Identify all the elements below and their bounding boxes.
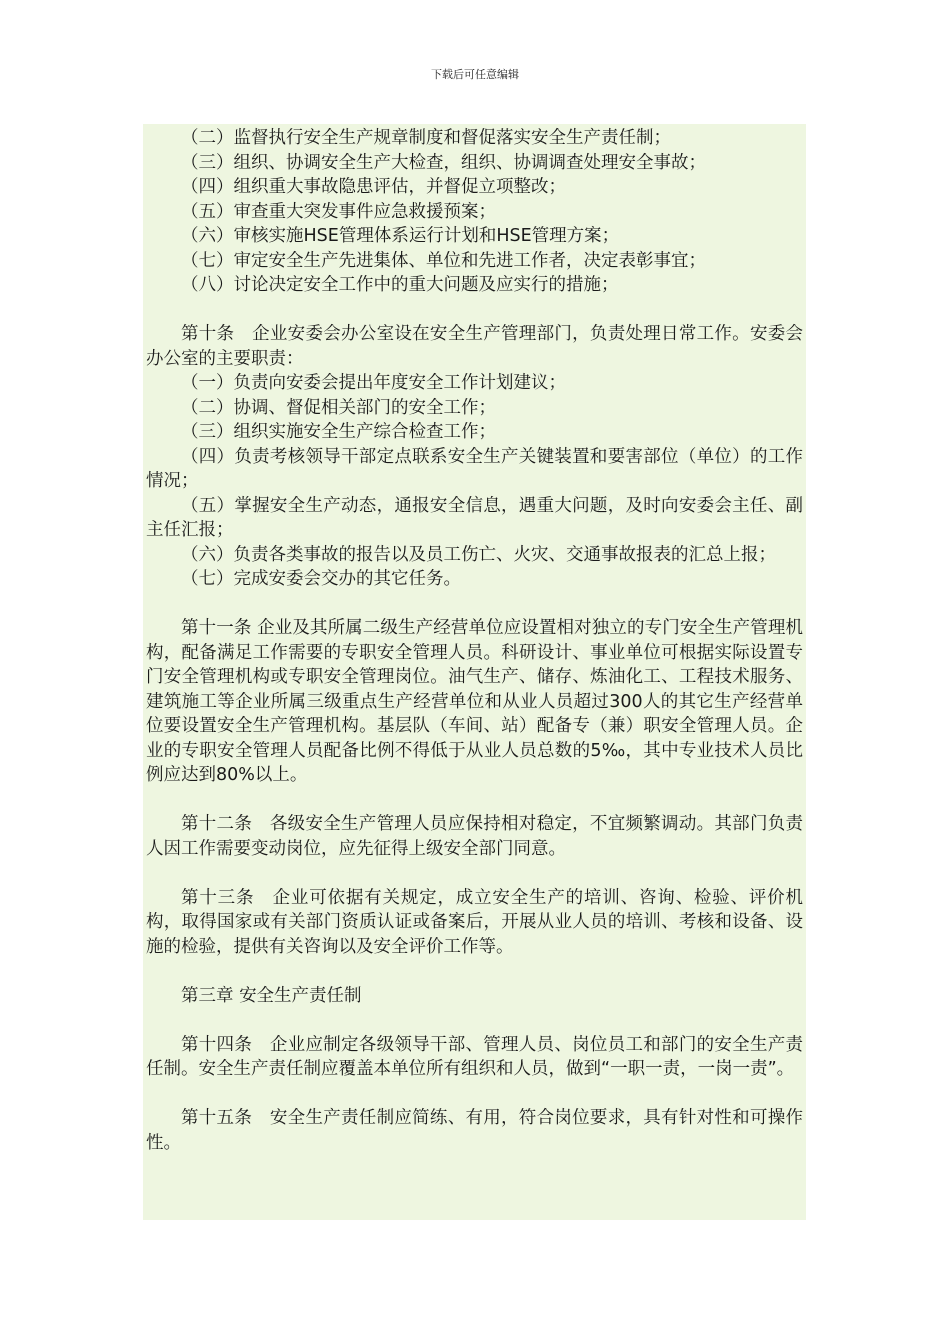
article-15: 第十五条 安全生产责任制应简练、有用，符合岗位要求，具有针对性和可操作性。 <box>146 1108 803 1153</box>
article-14: 第十四条 企业应制定各级领导干部、管理人员、岗位员工和部门的安全生产责任制。安全生产责任制应覆盖本单位所有组织和人员，做到“一职一责，一岗一责”。 <box>146 1034 803 1079</box>
document-body <box>143 124 806 1220</box>
list-item: （二）监督执行安全生产规章制度和督促落实安全生产责任制； <box>181 128 671 148</box>
list-item: （七）审定安全生产先进集体、单位和先进工作者，决定表彰事宜； <box>181 250 706 271</box>
list-item: （六）审核实施HSE管理体系运行计划和HSE管理方案； <box>181 226 620 246</box>
list-item: （七）完成安委会交办的其它任务。 <box>181 569 461 589</box>
list-item: （三）组织实施安全生产综合检查工作； <box>181 422 496 442</box>
list-item: （五）审查重大突发事件应急救援预案； <box>181 201 496 222</box>
list-item: （四）组织重大事故隐患评估，并督促立项整改； <box>181 177 566 197</box>
list-item: （三）组织、协调安全生产大检查，组织、协调调查处理安全事故； <box>181 152 706 173</box>
article-11: 第十一条 企业及其所属二级生产经营单位应设置相对独立的专门安全生产管理机构，配备满足工作需要的专职安全管理人员。科研设计、事业单位可根据实际设置专门安全管理机构或专职安全管理岗位。油气生产、储存、炼油化工、工程技术服务、建筑施工等企业所属三级重点生产经营单位和从业人员超过300人的其它生产经营单位要设置安全生产管理机构。基层队（车间、站）配备专（兼）职安全管理人员。企业的专职安全管理人员配备比例不得低于从业人员总数的5‰，其中专业技术人员比例应达到80%以上。 <box>146 618 803 785</box>
list-item: （六）负责各类事故的报告以及员工伤亡、火灾、交通事故报表的汇总上报； <box>181 544 776 565</box>
list-item: （四）负责考核领导干部定点联系安全生产关键装置和要害部位（单位）的工作情况； <box>146 446 803 491</box>
list-item: （一）负责向安委会提出年度安全工作计划建议； <box>181 373 566 393</box>
list-item: （八）讨论决定安全工作中的重大问题及应实行的措施； <box>181 275 619 295</box>
list-item: （二）协调、督促相关部门的安全工作； <box>181 397 496 418</box>
article-10 <box>146 322 803 592</box>
page-header-note: 下载后可任意编辑 <box>431 68 519 81</box>
chapter-3-heading: 第三章 安全生产责任制 <box>181 985 362 1006</box>
article-10-intro: 第十条 企业安委会办公室设在安全生产管理部门，负责处理日常工作。安委会办公室的主要职责： <box>146 324 803 369</box>
committee-duties-list <box>146 126 803 298</box>
article-12: 第十二条 各级安全生产管理人员应保持相对稳定，不宜频繁调动。其部门负责人因工作需要变动岗位，应先征得上级安全部门同意。 <box>146 814 803 859</box>
article-13: 第十三条 企业可依据有关规定，成立安全生产的培训、咨询、检验、评价机构，取得国家或有关部门资质认证或备案后，开展从业人员的培训、考核和设备、设施的检验，提供有关咨询以及安全评价工作等。 <box>146 887 803 957</box>
list-item: （五）掌握安全生产动态，通报安全信息，遇重大问题，及时向安委会主任、副主任汇报； <box>146 495 803 540</box>
